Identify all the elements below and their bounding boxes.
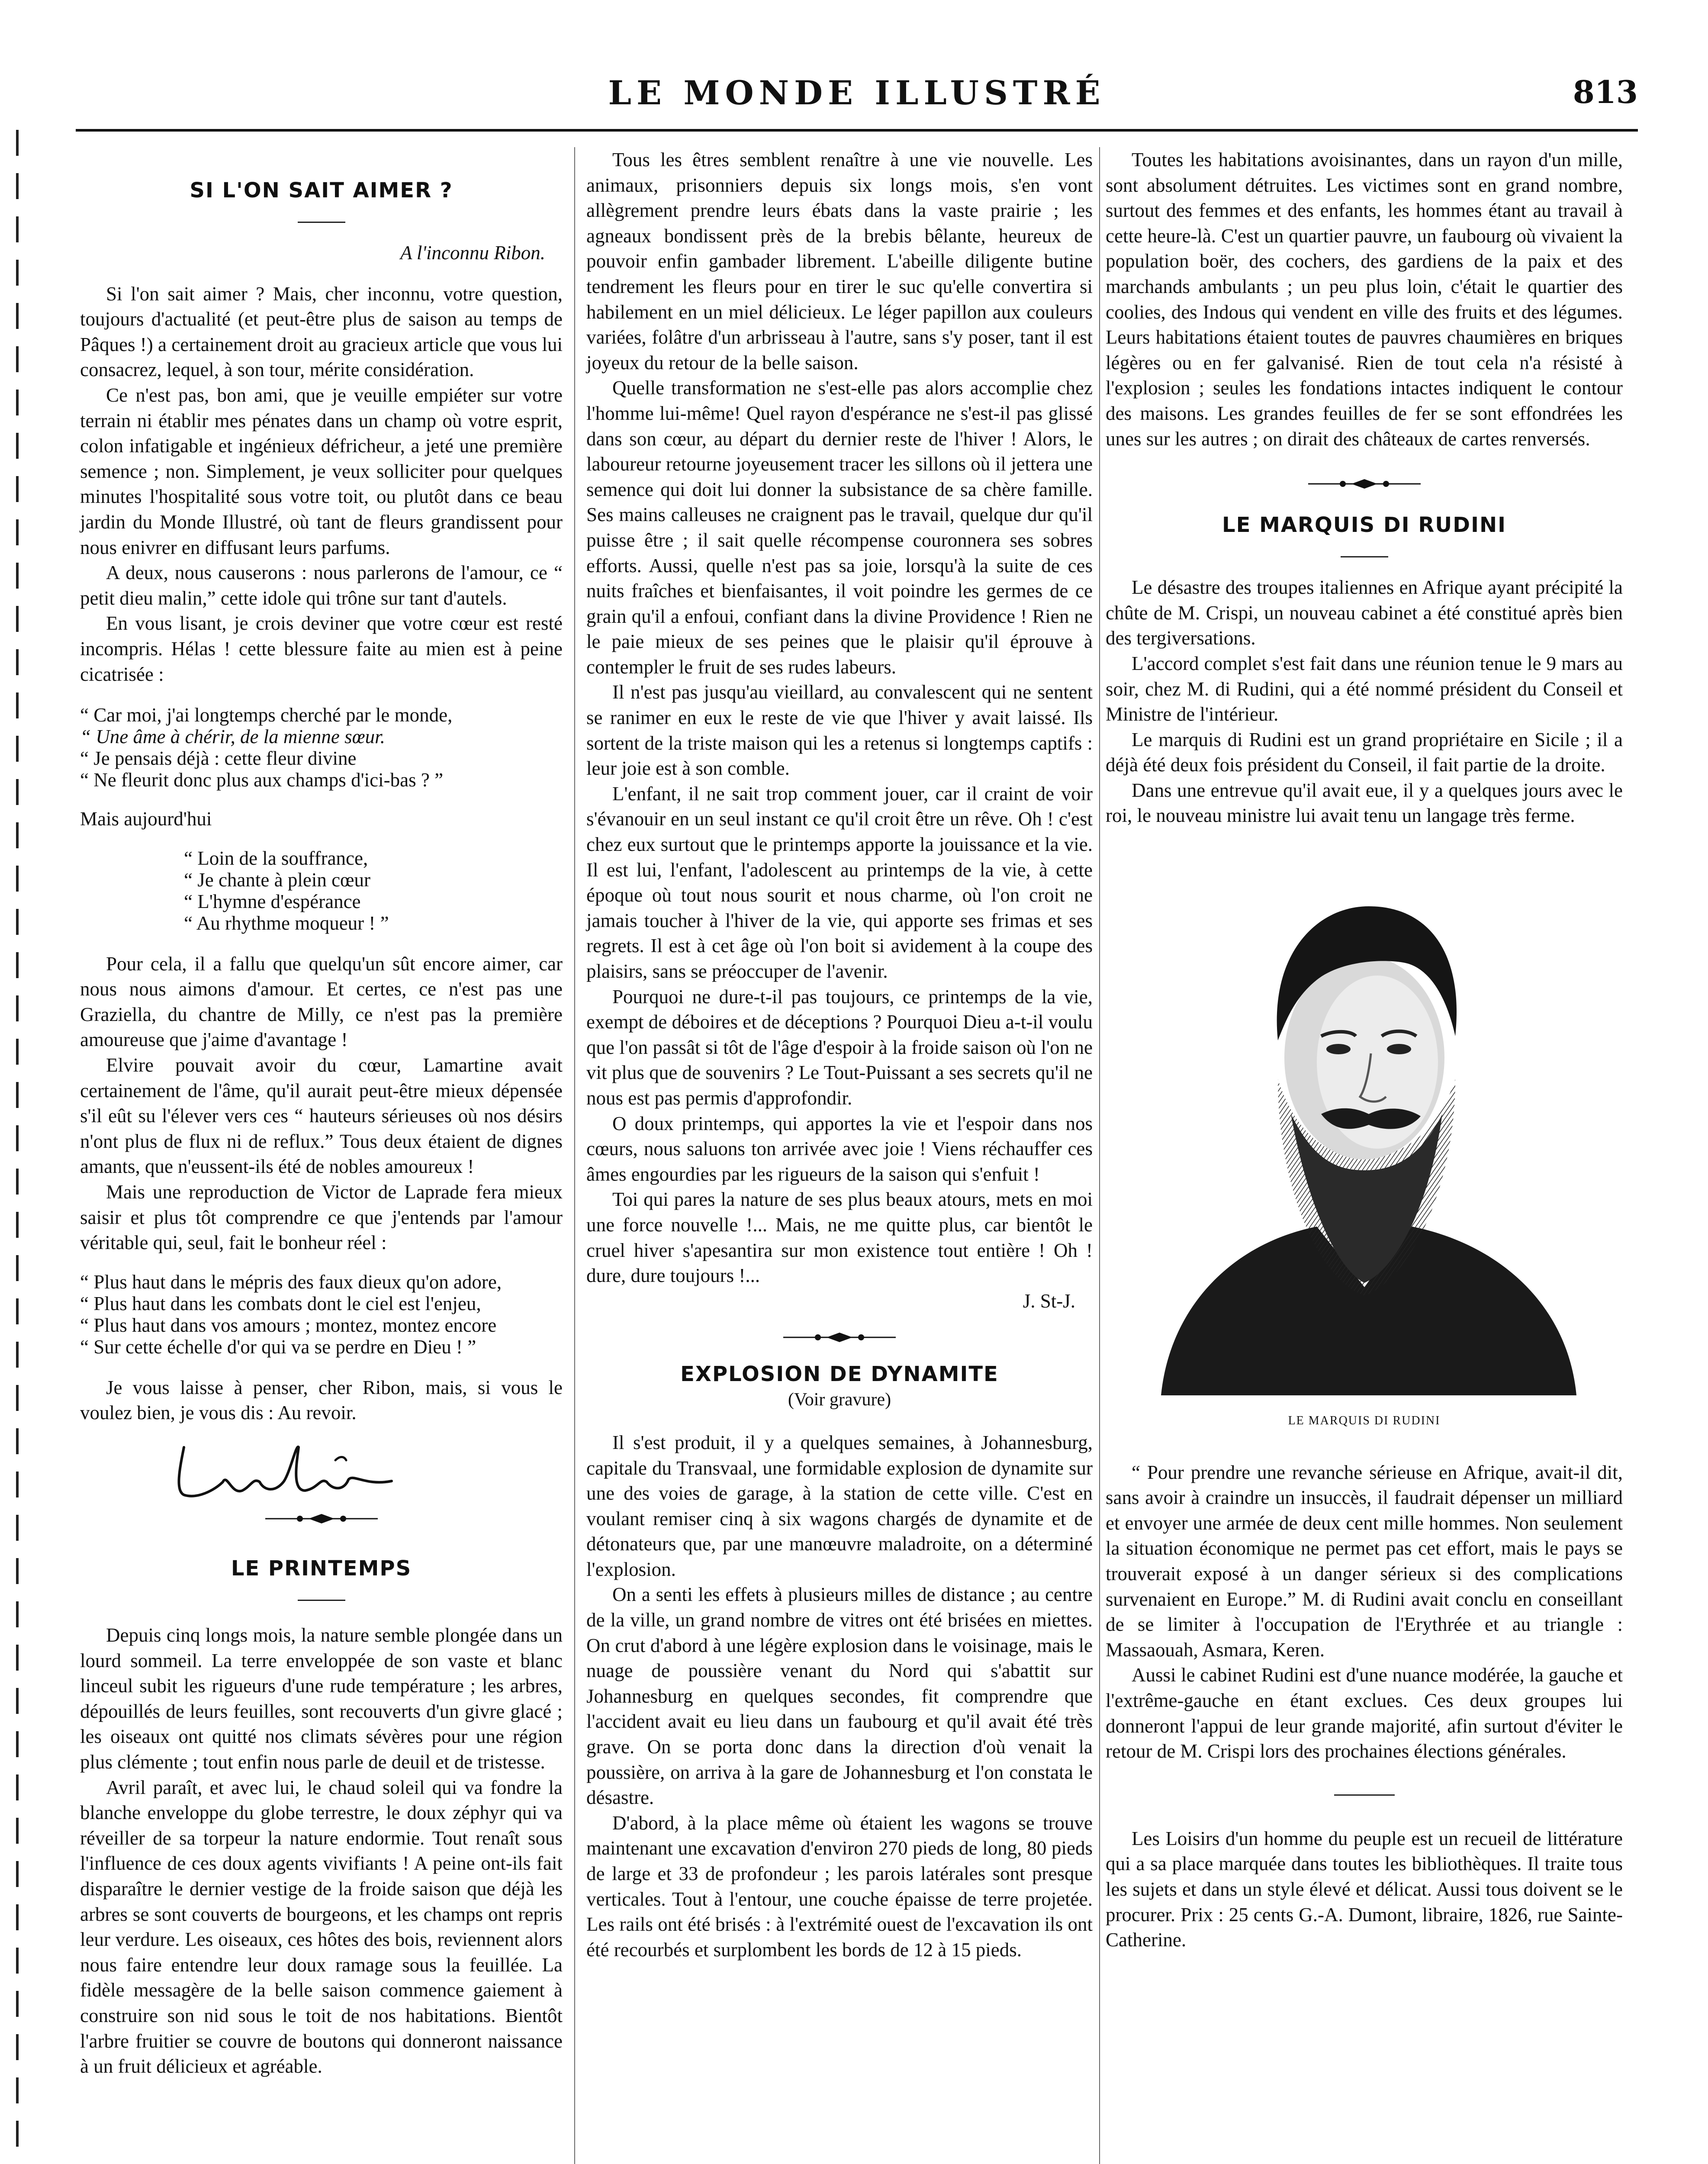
verse-line: “ Je chante à plein cœur bbox=[184, 869, 371, 891]
paragraph: Mais aujourd'hui bbox=[80, 808, 212, 830]
dedication: A l'inconnu Ribon. bbox=[400, 242, 545, 264]
page-number: 813 bbox=[1573, 74, 1638, 110]
column-3 bbox=[1106, 147, 1623, 2164]
paragraph: Il n'est pas jusqu'au vieillard, au convalescent qui ne sentent se ranimer en eux le reste de vie que l'hiver y avait laissé. Ils sortent de la triste maison qui les a retenus si longtemps captifs : leur joie est à son comble. bbox=[586, 681, 1093, 779]
verse-line: “ Plus haut dans les combats dont le ciel est l'enjeu, bbox=[80, 1292, 481, 1314]
paragraph: Elvire pouvait avoir du cœur, Lamartine avait certainement de l'âme, qu'il aurait peut-être mieux dépensée s'il eût su l'élever vers ces “ hauteurs sérieuses où nos désirs n'ont plus de flux ni de reflux.” Tous deux étaient de dignes amants, que n'eussent-ils été de nobles amoureux ! bbox=[80, 1054, 563, 1178]
column-divider bbox=[1099, 147, 1100, 2164]
section-ornament bbox=[80, 1512, 563, 1525]
paragraph: A deux, nous causerons : nous parlerons de l'amour, ce “ petit dieu malin,” cette idole qui trône sur tant d'autels. bbox=[80, 562, 563, 609]
verse-line: “ Au rhythme moqueur ! ” bbox=[184, 912, 389, 934]
verse-quote bbox=[80, 704, 563, 791]
paragraph: “ Pour prendre une revanche sérieuse en Afrique, avait-il dit, sans avoir à craindre un insuccès, il faudrait dépenser un milliard et envoyer une armée de deux cent mille hommes. Non seulement la situation économique ne permet pas cet effort, mais le pays se trouverait exposé à un danger sérieux si des complications survenaient en Europe.” M. di Rudini avait conclu en conseillant de se limiter à l'occupation de l'Erythrée et au triangle : Massaouah, Asmara, Keren. bbox=[1106, 1461, 1623, 1661]
publication-title: LE MONDE ILLUSTRÉ bbox=[608, 74, 1106, 112]
paragraph: Mais une reproduction de Victor de Laprade fera mieux saisir et plus tôt comprendre ce que j'entends par l'amour véritable qui, seul, fait le bonheur réel : bbox=[80, 1181, 563, 1254]
paragraph: Ce n'est pas, bon ami, que je veuille empiéter sur votre terrain ni établir mes pénates dans un champ où votre esprit, colon infatigable et ingénieux défricheur, a jeté une première semence ; non. Simplement, je veux solliciter pour quelques minutes l'hospitalité sous votre toit, ou plutôt dans ce beau jardin du Monde Illustré, où tant de fleurs grandissent pour nous enivrer en diffusant leurs parfums. bbox=[80, 384, 563, 558]
paragraph: Si l'on sait aimer ? Mais, cher inconnu, votre question, toujours d'actualité (et peut-être plus de saison au temps de Pâques !) a certainement droit au gracieux article que vous lui consacrez, lequel, à son tour, mérite considération. bbox=[80, 283, 563, 381]
masthead bbox=[76, 74, 1638, 138]
paragraph: En vous lisant, je crois deviner que votre cœur est resté incompris. Hélas ! cette blessure faite au mien est à peine cicatrisée : bbox=[80, 612, 563, 685]
paragraph: L'accord complet s'est fait dans une réunion tenue le 9 mars au soir, chez M. di Rudini, qui a été nommé président du Conseil et Ministre de l'intérieur. bbox=[1106, 652, 1623, 725]
column-2 bbox=[586, 147, 1093, 2164]
verse-line: “ Ne fleurit donc plus aux champs d'ici-bas ? ” bbox=[80, 769, 444, 791]
paragraph: D'abord, à la place même où étaient les wagons se trouve maintenant une excavation d'environ 270 pieds de long, 80 pieds de large et 33 de profondeur ; les parois latérales sont presque verticales. Tout à l'entour, une couche épaisse de terre projetée. Les rails ont été brisés : à l'extrémité ouest de l'excavation ils ont été recourbés et surplombent les bords de 12 à 15 pieds. bbox=[586, 1812, 1093, 1961]
article-headline-le-marquis-di-rudini: LE MARQUIS DI RUDINI bbox=[1222, 513, 1506, 538]
notice-paragraph: Les Loisirs d'un homme du peuple est un recueil de littérature qui a sa place marquée dans toutes les bibliothèques. Il traite tous les sujets et dans un style élevé et délicat. Aussi tous doivent se le procurer. Prix : 25 cents G.-A. Dumont, libraire, 1826, rue Sainte-Catherine. bbox=[1106, 1827, 1623, 1951]
portrait-engraving bbox=[1135, 854, 1594, 1395]
paragraph: Avril paraît, et avec lui, le chaud soleil qui va fondre la blanche enveloppe du globe terrestre, le doux zéphyr qui va réveiller de sa torpeur la nature endormie. Tout renaît sous l'influence de ces doux agents vivifiants ! A peine ont-ils fait disparaître le dernier vestige de la froide saison que déjà les arbres se sont couverts de bourgeons, et les champs ont repris leur verdure. Les oiseaux, ces hôtes des bois, reviennent alors nous faire entendre leur doux ramage sous la feuillée. La fidèle messagère de la belle saison commence gaiement à construire son nid sous le toit de nos habitations. Bientôt l'arbre fruitier se couvre de boutons qui donneront naissance à un fruit délicieux et agréable. bbox=[80, 1776, 563, 2077]
paragraph: Aussi le cabinet Rudini est d'une nuance modérée, la gauche et l'extrême-gauche en étant exclues. Ces deux groupes lui donneront l'appui de leur grande majorité, afin surtout d'éviter le retour de M. Crispi lors des prochaines élections générales. bbox=[1106, 1664, 1623, 1762]
paragraph: On a senti les effets à plusieurs milles de distance ; au centre de la ville, un grand nombre de vitres ont été brisées en miettes. On crut d'abord à une légère explosion dans le voisinage, mais le nuage de poussière venant du Nord qui s'abattit sur Johannesburg en quelques secondes, fit comprendre que l'accident avait eu lieu dans un faubourg et qu'il avait été très grave. On se porta donc dans la direction d'où venait la poussière, on arriva à la gare de Johannesburg et l'on constata le désastre. bbox=[586, 1584, 1093, 1809]
paragraph: Je vous laisse à penser, cher Ribon, mais, si vous le voulez bien, je vous dis : Au revoir. bbox=[80, 1376, 563, 1424]
verse-line: “ Plus haut dans le mépris des faux dieux qu'on adore, bbox=[80, 1271, 502, 1293]
page-edge-decoration bbox=[9, 130, 26, 2164]
column-divider bbox=[574, 147, 575, 2164]
article-headline-explosion-de-dynamite: EXPLOSION DE DYNAMITE bbox=[680, 1362, 999, 1387]
verse-line: “ Plus haut dans vos amours ; montez, montez encore bbox=[80, 1314, 497, 1336]
paragraph: Pourquoi ne dure-t-il pas toujours, ce printemps de la vie, exempt de déboires et de déceptions ? Pourquoi Dieu a-t-il voulu que l'on passât si tôt de l'âge d'espoir à la froide saison où l'on ne vit plus que de souvenirs ? Le Tout-Puissant a ses secrets qu'il ne nous est pas permis d'approfondir. bbox=[586, 985, 1093, 1109]
verse-line: “ Loin de la souffrance, bbox=[184, 847, 368, 869]
paragraph: Dans une entrevue qu'il avait eue, il y a quelques jours avec le roi, le nouveau ministre lui avait tenu un langage très ferme. bbox=[1106, 779, 1623, 827]
article-subheadline: (Voir gravure) bbox=[788, 1390, 891, 1410]
paragraph: Le marquis di Rudini est un grand propriétaire en Sicile ; il a déjà été deux fois président du Conseil, il fait partie de la droite. bbox=[1106, 728, 1623, 776]
section-ornament bbox=[1106, 477, 1623, 490]
article-headline-le-printemps: LE PRINTEMPS bbox=[231, 1556, 412, 1581]
paragraph: Quelle transformation ne s'est-elle pas alors accomplie chez l'homme lui-même! Quel rayon d'espérance ne s'est-il pas glissé dans son cœur, au départ du dernier reste de l'hiver ! Alors, le laboureur retourne joyeusement tracer les sillons où il jettera une semence qui doit lui donner la subsistance de sa chère famille. Ses mains calleuses ne craignent pas le travail, quelque dur qu'il puisse être ; il sait quelle récompense couronnera ses sobres efforts. Aussi, quelle n'est pas sa joie, lorsqu'à la suite de ces nuits fraîches et bienfaisantes, il voit poindre les germes de ce grain qu'il a enfoui, confiant dans la divine Providence ! Rien ne le paie mieux de ses peines que le plaisir qu'il éprouve à contempler le fruit de ses rudes labeurs. bbox=[586, 377, 1093, 678]
verse-quote bbox=[80, 847, 563, 934]
column-1 bbox=[80, 147, 563, 2164]
paragraph: Il s'est produit, il y a quelques semaines, à Johannesburg, capitale du Transvaal, une formidable explosion de dynamite sur une des voies de garage, à la station de cette ville. C'est en voulant remiser cinq à six wagons chargés de dynamite et de détonateurs que, par une manœuvre maladroite, on a déterminé l'explosion. bbox=[586, 1431, 1093, 1580]
verse-line: “ Sur cette échelle d'or qui va se perdre en Dieu ! ” bbox=[80, 1336, 476, 1358]
verse-line: “ L'hymne d'espérance bbox=[184, 890, 361, 912]
paragraph: Le désastre des troupes italiennes en Afrique ayant précipité la chûte de M. Crispi, un nouveau cabinet a été constitué après bien des tergiversations. bbox=[1106, 576, 1623, 649]
verse-line: “ Je pensais déjà : cette fleur divine bbox=[80, 747, 357, 770]
verse-line: “ Une âme à chérir, de la mienne sœur. bbox=[80, 726, 385, 748]
author-signature: J. St-J. bbox=[1023, 1290, 1075, 1312]
article-headline-si-lon-sait-aimer: SI L'ON SAIT AIMER ? bbox=[190, 178, 453, 203]
paragraph: Toutes les habitations avoisinantes, dans un rayon d'un mille, sont absolument détruites. Les victimes sont en grand nombre, surtout des femmes et des enfants, les hommes étant au travail à cette heure-là. C'est un quartier pauvre, un faubourg où vivaient la population boër, des cochers, des gardiens de la paix et des marchands ambulants ; un peu plus loin, c'était le quartier des coolies, des Indous qui vendent en ville des fruits et des légumes. Leurs habitations étaient toutes de pauvres chaumières en briques légères ou en fer galvanisé. Rien de tout cela n'a résisté à l'explosion ; seules les fondations intactes indiquent le contour des maisons. Les grandes feuilles de fer se sont effondrées les unes sur les autres ; on dirait des châteaux de cartes renversés. bbox=[1106, 149, 1623, 450]
verse-line: “ Car moi, j'ai longtemps cherché par le monde, bbox=[80, 704, 453, 726]
masthead-rule bbox=[76, 129, 1638, 132]
portrait-caption: LE MARQUIS DI RUDINI bbox=[1288, 1414, 1441, 1428]
verse-quote bbox=[80, 1271, 563, 1358]
paragraph: Toi qui pares la nature de ses plus beaux atours, mets en moi une force nouvelle !... Mais, ne me quitte plus, car bientôt le cruel hiver s'apesantira sur mon existence tout entière ! Oh ! dure, dure toujours !... bbox=[586, 1188, 1093, 1287]
paragraph: Tous les êtres semblent renaître à une vie nouvelle. Les animaux, prisonniers depuis six longs mois, s'en vont allègrement prendre leurs ébats dans la vaste prairie ; les agneaux bondissent près de la brebis bêlante, heureux de pouvoir enfin gambader librement. L'abeille diligente butine tendrement les fleurs pour en tirer le suc qu'elle convertira si habilement en un miel délicieux. Le léger papillon aux couleurs variées, folâtre d'un arbrisseau à l'autre, sans s'y poser, tant il est joyeux du retour de la belle saison. bbox=[586, 149, 1093, 374]
section-ornament bbox=[586, 1331, 1093, 1344]
paragraph: L'enfant, il ne sait trop comment jouer, car il craint de voir s'évanouir en un seul instant ce qu'il croit être un rêve. Oh ! c'est chez eux surtout que le printemps apporte la jouissance et la vie. Il est lui, l'enfant, l'adolescent au printemps de la vie, à cette époque où tout nous sourit et nous charme, où l'on croit ne jamais toucher à l'hiver de la vie, qui apporte ses frimas et ses regrets. Il est à cet âge où l'on boit si avidement à la coupe des plaisirs, sans se préoccuper de l'avenir. bbox=[586, 783, 1093, 982]
paragraph: Depuis cinq longs mois, la nature semble plongée dans un lourd sommeil. La terre enveloppée de son vaste et blanc linceul subit les rigueurs d'une rude température ; les arbres, dépouillés de leurs feuilles, sont recouverts d'un givre glacé ; les oiseaux ont quitté nos climats sévères pour une région plus clémente ; tout enfin nous parle de deuil et de tristesse. bbox=[80, 1624, 563, 1773]
paragraph: Pour cela, il a fallu que quelqu'un sût encore aimer, car nous nous aimons d'amour. Et certes, ce n'est pas une Graziella, du chantre de Milly, ce n'est pas la première amoureuse que j'aime d'avantage ! bbox=[80, 953, 563, 1051]
paragraph: O doux printemps, qui apportes la vie et l'espoir dans nos cœurs, nous saluons ton arrivée avec joie ! Viens réchauffer ces âmes engourdies par les rigueurs de la saison qui s'enfuit ! bbox=[586, 1112, 1093, 1185]
handwritten-signature bbox=[80, 1430, 563, 1512]
